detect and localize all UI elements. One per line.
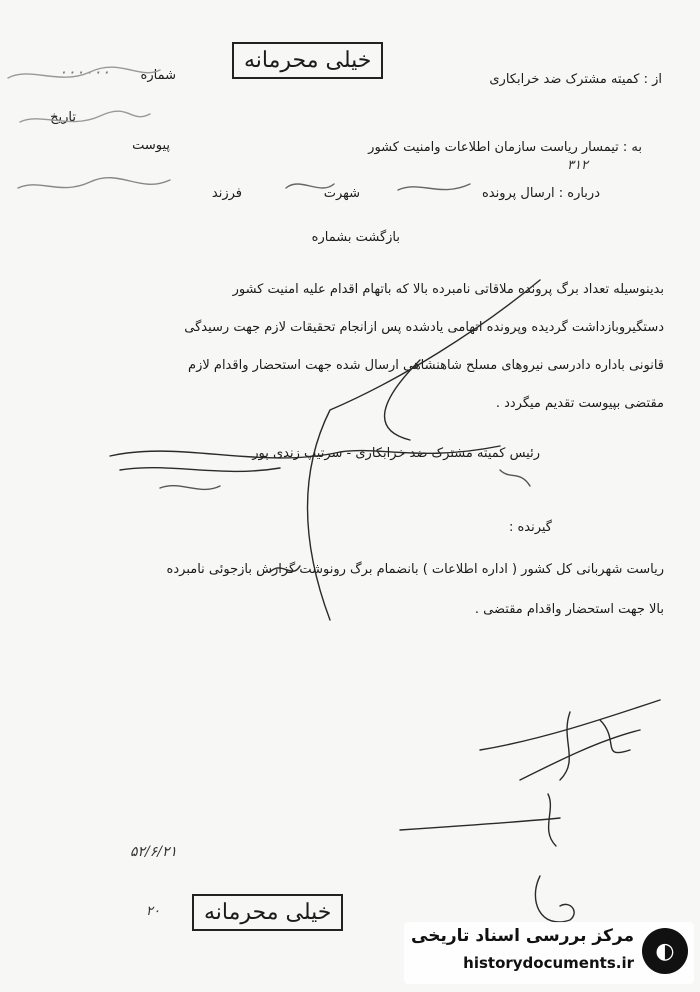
body-line-3: قانونی باداره دادرسی نیروهای مسلح شاهنشاهی ارسال شده جهت استحضار واقدام لازم xyxy=(188,358,664,373)
to-code: ۳۱۲ xyxy=(567,158,588,173)
classification-stamp-bottom: خیلی محرمانه xyxy=(192,894,343,931)
body-line-1: بدینوسیله تعداد برگ پرونده ملاقاتی نامبرده بالا که باتهام اقدام علیه امنیت کشور xyxy=(232,282,664,297)
handwritten-date: ۵۲/۶/۲۱ xyxy=(130,844,178,860)
date-label: تاریخ xyxy=(50,110,76,125)
recipients-line-1: ریاست شهربانی کل کشور ( اداره اطلاعات ) بانضمام برگ رونوشت گزارش بازجوئی نامبرده xyxy=(166,562,664,577)
number-label: شماره xyxy=(140,68,176,83)
signature-line: رئیس کمیته مشترک ضد خرابکاری - سرتیپ زندی پور xyxy=(252,446,540,461)
to-line: به : تیمسار ریاست سازمان اطلاعات وامنیت کشور xyxy=(368,140,642,155)
subject-child-label: فرزند xyxy=(211,186,242,201)
classification-stamp-top: خیلی محرمانه xyxy=(232,42,383,79)
subject-surname-label: شهرت xyxy=(323,186,360,201)
recipients-line-2: بالا جهت استحضار واقدام مقتضی . xyxy=(474,602,664,617)
number-value: ۰۰۰۰۰۰ xyxy=(58,62,110,81)
subject-line: درباره : ارسال پرونده xyxy=(481,186,600,201)
recipients-heading: گیرنده : xyxy=(508,520,552,535)
watermark-title: مرکز بررسی اسناد تاریخی xyxy=(411,926,634,946)
archive-logo-icon: ◐ xyxy=(642,928,688,974)
watermark xyxy=(404,922,694,984)
body-line-4: مقتضی بپیوست تقدیم میگردد . xyxy=(495,396,664,411)
body-line-2: دستگیروبازداشت گردیده وپرونده اتهامی یادشده پس ازانجام تحقیقات لازم جهت رسیدگی xyxy=(184,320,664,335)
handwritten-number-bottom: ۲۰ xyxy=(146,904,160,919)
watermark-url[interactable]: historydocuments.ir xyxy=(463,954,634,972)
attachment-label: پیوست xyxy=(132,138,170,153)
from-line: از : کمیته مشترک ضد خرابکاری xyxy=(489,72,662,87)
reference-line: بازگشت بشماره xyxy=(311,230,400,245)
